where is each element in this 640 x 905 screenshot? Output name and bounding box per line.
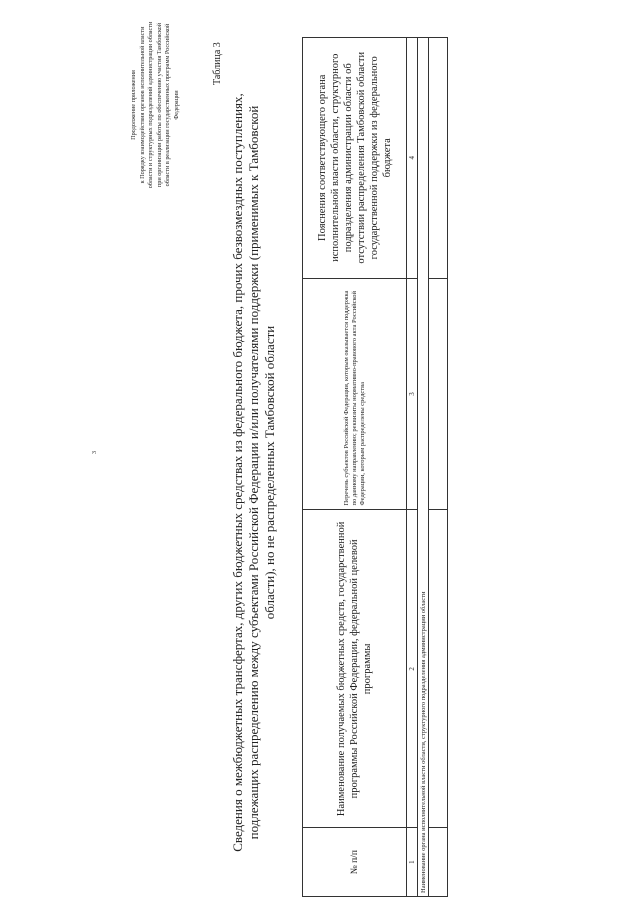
column-number: 3 [407, 278, 418, 510]
header-funds-name: Наименование получаемых бюджетных средств, государственной программы Российской Федерации, федеральной целевой программы [303, 510, 407, 828]
title-line: области), но не распределенных Тамбовской области [262, 325, 277, 620]
title-line: Сведения о межбюджетных трансфертах, других бюджетных средствах из федерального бюджета, прочих безвозмездных поступлениях, [230, 93, 245, 852]
table-cell [429, 278, 448, 510]
table-label: Таблица 3 [212, 42, 223, 85]
header-number: № п/п [303, 828, 407, 897]
table-cell [429, 510, 448, 828]
data-table [302, 37, 448, 897]
header-explanations: Пояснения соответствующего органа исполнительной власти области, структурного подразделения администрации области об отсутствии распределения Тамбовской области государственной поддержки из федерального бюджета [303, 38, 407, 279]
column-number: 4 [407, 38, 418, 279]
appendix-line: Продолжение приложения [130, 70, 137, 140]
table-header-row [303, 38, 407, 897]
appendix-line: при организации работы по обеспечению участия Тамбовской [155, 22, 163, 188]
section-row [418, 38, 429, 897]
table-cell [429, 38, 448, 279]
column-number: 1 [407, 828, 418, 897]
title-line: подлежащих распределению между субъектами Российской Федерации и/или получателями поддержки (применимых к Тамбовской [246, 105, 261, 840]
column-number-row [407, 38, 418, 897]
section-row-label: Наименование органа исполнительной власти области, структурного подразделения администрации области [418, 38, 429, 897]
table-row [429, 38, 448, 897]
page-number: 3 [92, 451, 98, 454]
header-subjects-list: Перечень субъектов Российской Федерации, которым оказывается поддержка по данному направлению; реквизиты нормативно-правового акта Российской Федерации, которым распределены средства [303, 278, 407, 510]
table-cell [429, 828, 448, 897]
column-number: 2 [407, 510, 418, 828]
appendix-line: области в реализации государственных программ Российской [164, 23, 171, 187]
appendix-note [130, 0, 181, 210]
appendix-line: области и структурных подразделений администрации области [147, 21, 154, 189]
appendix-line: к Порядку взаимодействия органов исполнительной власти [138, 26, 146, 184]
document-title [230, 55, 278, 890]
appendix-line: Федерации [172, 90, 180, 120]
